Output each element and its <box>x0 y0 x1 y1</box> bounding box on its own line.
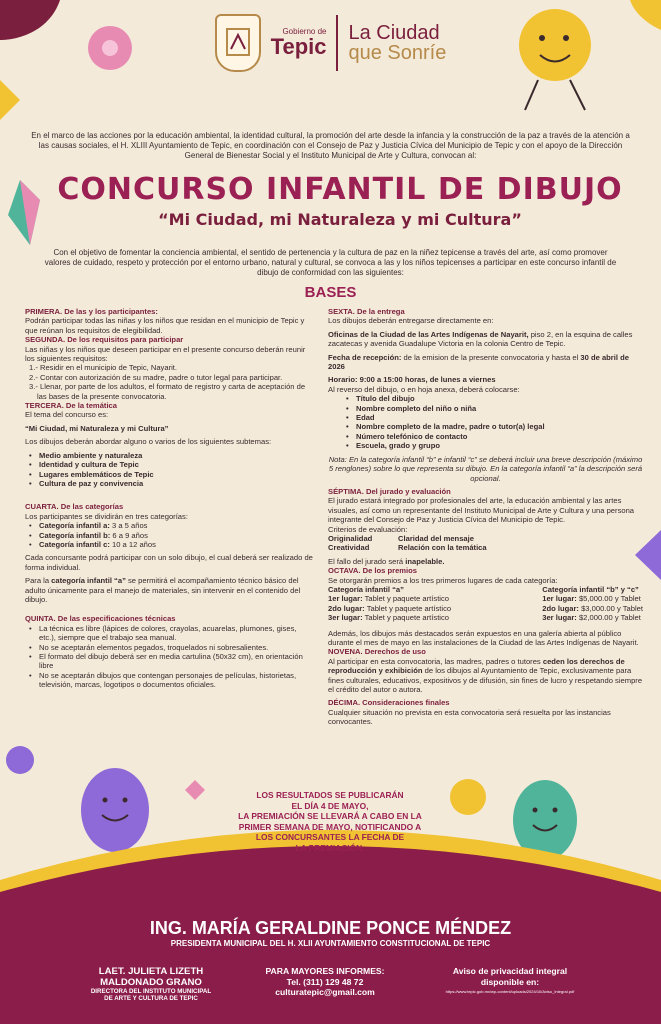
categorias-list <box>25 521 315 549</box>
decima-text: Cualquier situación no prevista en esta convocatoria será resuelta por las instancias convocantes. <box>328 707 611 727</box>
category-label: Categoría infantil b: <box>39 530 111 540</box>
page-title: CONCURSO INFANTIL DE DIBUJO <box>57 172 623 207</box>
contact-heading: PARA MAYORES INFORMES: <box>265 966 385 976</box>
header <box>0 14 661 72</box>
criterios-heading: Criterios de evaluación: <box>328 524 408 534</box>
premios-bc-heading: Categoría infantil “b” y “c” <box>542 584 639 594</box>
octava-heading: OCTAVA. De los premios <box>328 566 418 576</box>
gobierno-logo <box>271 28 327 58</box>
list-item: • Medio ambiente y naturaleza <box>25 451 315 460</box>
director-name-1: LAET. JULIETA LIZETH <box>98 966 204 977</box>
premios-a-heading: Categoría infantil “a” <box>328 584 404 594</box>
green-character-eye-2 <box>553 808 558 813</box>
subtemas-list <box>25 451 315 489</box>
tercera-text: El tema del concurso es: <box>25 410 109 420</box>
oficinas-text: Oficinas de la Ciudad de las Artes Indígenas de Nayarit, piso 2, en la esquina de calles zacatecas y avenida Guadalupe Victoria en la colonia Centro de Tepic. <box>328 329 633 349</box>
fecha-text: Fecha de recepción: de la emision de la presente convocatoria y hasta el 30 de abril de 2026 <box>328 352 629 372</box>
list-item: • No se aceptarán elementos pegados, troquelados ni sobresalientes. <box>25 643 315 652</box>
prize-row: 3er lugar: $2,000.00 y Tablet <box>542 613 641 623</box>
criterio-item: Relación con la temática <box>398 543 487 553</box>
subtitle: “Mi Ciudad, mi Naturaleza y mi Cultura” <box>158 210 522 229</box>
especificaciones-list <box>25 624 315 690</box>
category-label: Categoría infantil c: <box>39 539 110 549</box>
list-item <box>25 521 315 530</box>
galeria-text: Además, los dibujos más destacados serán expuestos en una galería abierta al público durante el mes de mayo en las instalaciones de la Ciudad de las Artes Indígenas de Nayarit. <box>328 628 639 647</box>
intro-text: En el marco de las acciones por la educación ambiental, la identidad cultural, la promoción del arte desde la infancia y la construcción de la paz a través de la atención a las causas sociales, el H. XLIII Ayuntamiento de Tepic, en coordinación con el Consejo de Paz y Justicia Cívica del Municipio de Tepic y con el apoyo de la Dirección General de Bienestar Social y el Instituto Municipal de Arte y Cultura, convocan al: <box>31 131 630 160</box>
director-credit <box>66 966 236 1002</box>
results-line: LA PREMIACIÓN SE LLEVARÁ A CABO EN LA <box>238 811 422 822</box>
septima-text: El jurado estará integrado por profesionales del arte, la educación ambiental y las artes visuales, así como un representante del Instituto Municipal de Arte y Cultura y una persona integrante del Consejo de Paz y Justicia Cívica del Municipio de Tepic. <box>328 496 635 525</box>
tema-text: “Mi Ciudad, mi Naturaleza y mi Cultura” <box>25 423 169 433</box>
nota-text: Nota: En la categoría infantil “b” e infantil “c” se deberá incluir una breve descripción (máximo 5 renglones) sobre lo que representa su dibujo. En la categoría infantil “a” la descripción será opcional. <box>328 454 643 483</box>
results-line: PRIMER SEMANA DE MAYO, NOTIFICANDO A <box>238 821 422 832</box>
list-item: • Identidad y cultura de Tepic <box>25 460 315 469</box>
logo-divider <box>336 15 338 71</box>
slogan-line1: La Ciudad <box>348 22 440 44</box>
list-item: 2.- Contar con autorización de su madre, padre o tutor legal para participar. <box>29 372 283 382</box>
horario-text: Horario: 9:00 a 15:00 horas, de lunes a viernes <box>328 375 496 385</box>
director-title-2: DE ARTE Y CULTURA DE TEPIC <box>104 995 198 1002</box>
prize-row: 1er lugar: Tablet y paquete artístico <box>328 594 450 604</box>
contact-info <box>250 966 400 998</box>
cuarta-text3: Para la categoría infantil “a” se permitirá el acompañamiento técnico básico del adulto únicamente para el manejo de materiales, sin intervenir en el contenido del dibujo. <box>25 576 301 604</box>
results-line: LOS CONCURSANTES LA FECHA DE <box>255 832 405 843</box>
smiley-legs <box>525 80 585 110</box>
list-item: • Cultura de paz y convivencia <box>25 479 315 488</box>
privacy-available: disponible en: <box>480 976 540 987</box>
cuarta-text2: Cada concursante podrá participar con un solo dibujo, el cual deberá ser realizado de forma individual. <box>25 553 313 572</box>
requisitos-list <box>25 363 315 401</box>
list-item: 3.- Llenar, por parte de los adultos, el formato de registro y carta de aceptación de las bases de la presente convocatoria. <box>29 382 306 401</box>
bases-heading: BASES <box>304 284 357 301</box>
category-age: 3 a 5 años <box>109 521 148 531</box>
director-name-2: MALDONADO GRANO <box>100 977 202 988</box>
fallo-text: El fallo del jurado será inapelable. <box>328 556 445 566</box>
director-title-1: DIRECTORA DEL INSTITUTO MUNICIPAL <box>90 988 212 995</box>
list-item: • La técnica es libre (lápices de colores, crayolas, acuarelas, plumones, gises, etc.), siempre que el trabajo sea manual. <box>25 624 315 643</box>
reverso-text: Al reverso del dibujo, o en hoja anexa, deberá colocarse: <box>328 384 520 394</box>
president-role: PRESIDENTA MUNICIPAL DEL H. XLII AYUNTAMIENTO CONSTITUCIONAL DE TEPIC <box>170 939 491 948</box>
criterio-item: Originalidad <box>328 533 373 543</box>
list-item: • El formato del dibujo deberá ser en media cartulina (50x32 cm), en orientación libre <box>25 652 315 671</box>
novena-heading: NOVENA. Derechos de uso <box>328 647 426 657</box>
segunda-heading: SEGUNDA. De los requisitos para participar <box>25 335 184 345</box>
segunda-text: Las niñas y los niños que deseen participar en el presente concurso deberán reunir los siguientes requisitos: <box>25 344 306 364</box>
prize-row: 2do lugar: Tablet y paquete artístico <box>328 603 452 613</box>
objective-text: Con el objetivo de fomentar la conciencia ambiental, el sentido de pertenencia y la cultura de paz en la niñez tepicense a través del arte, así como promover valores de cuidado, respeto y protección por el entorno urbano, natural y cultural, se convoca a las y los niños tepicenses a participar en este concurso infantil de dibujo de conformidad con las siguientes: <box>44 248 617 277</box>
list-item: • Número telefónico de contacto <box>342 432 643 441</box>
list-item <box>25 540 315 549</box>
list-item: 1.- Residir en el municipio de Tepic, Nayarit. <box>29 363 178 373</box>
purple-character-eye <box>103 798 108 803</box>
slogan-logo <box>348 23 446 63</box>
results-line: LOS RESULTADOS SE PUBLICARÁN <box>256 790 404 800</box>
list-item: • No se aceptarán dibujos que contengan personajes de películas, historietas, televisión, marcas, logotipos o documentos oficiales. <box>25 671 315 690</box>
ball-decoration <box>450 779 486 815</box>
octava-text: Se otorgarán premios a los tres primeros lugares de cada categoría: <box>328 575 558 585</box>
decima-heading: DÉCIMA. Consideraciones finales <box>328 698 450 708</box>
prize-row: 3er lugar: Tablet y paquete artístico <box>328 613 450 623</box>
privacy-link[interactable]: https://www.tepic.gob.mx/wp-content/uploads/2024/10/Aviso_Integral.pdf <box>445 989 575 995</box>
tercera-text2: Los dibujos deberán abordar alguno o varios de los siguientes subtemas: <box>25 437 272 447</box>
category-label: Categoría infantil a: <box>39 521 110 531</box>
quinta-heading: QUINTA. De las especificaciones técnicas <box>25 614 176 624</box>
results-line: LA PREMIACIÓN. <box>295 842 365 853</box>
list-item: • Título del dibujo <box>342 394 643 403</box>
contact-phone: Tel. (311) 129 48 72 <box>286 976 364 987</box>
category-age: 6 a 9 años <box>110 530 148 540</box>
list-item: • Lugares emblemáticos de Tepic <box>25 470 315 479</box>
criterio-item: Claridad del mensaje <box>398 533 474 543</box>
results-announcement <box>210 790 450 854</box>
yellow-burst <box>0 80 20 120</box>
category-age: 10 a 12 años <box>109 539 156 549</box>
butterfly-decoration <box>185 780 205 800</box>
sexta-text: Los dibujos deberán entregarse directamente en: <box>328 316 494 326</box>
green-character-eye <box>533 808 538 813</box>
tercera-heading: TERCERA. De la temática <box>25 401 117 411</box>
list-item: • Nombre completo del niño o niña <box>342 404 643 413</box>
coat-of-arms-icon <box>223 25 253 61</box>
criterios-grid <box>328 534 643 553</box>
premios <box>328 585 643 623</box>
cuarta-text: Los participantes se dividirán en tres categorías: <box>25 511 188 521</box>
list-item: • Escuela, grado y grupo <box>342 441 643 450</box>
purple-character <box>81 768 149 852</box>
list-item <box>25 531 315 540</box>
gobierno-big: Tepic <box>270 34 327 59</box>
privacy-notice <box>420 966 600 998</box>
premios-a <box>328 585 451 623</box>
list-item: • Nombre completo de la madre, padre o tutor(a) legal <box>342 422 643 431</box>
gobierno-small: Gobierno de <box>282 27 327 36</box>
prize-row: 2do lugar: $3,000.00 y Tablet <box>542 603 643 613</box>
slogan-line2: que Sonríe <box>348 42 447 64</box>
novena-text: Al participar en esta convocatoria, las madres, padres o tutores ceden los derechos de reproducción y exhibición de los dibujos al Ayuntamiento de Tepic, exclusivamente para fines culturales, educativos, expositivos y de difusión, sin fines de lucro y respetando siempre el crédito del autor o autora. <box>328 656 643 695</box>
results-line: EL DÍA 4 DE MAYO, <box>291 800 369 811</box>
privacy-heading: Aviso de privacidad integral <box>452 966 568 976</box>
datos-list <box>342 394 643 450</box>
president-name: ING. MARÍA GERALDINE PONCE MÉNDEZ <box>149 918 512 938</box>
list-item: • Edad <box>342 413 643 422</box>
right-column <box>328 307 643 727</box>
cuarta-heading: CUARTA. De las categorías <box>25 502 124 512</box>
left-column <box>25 307 315 690</box>
contact-email[interactable]: culturatepic@gmail.com <box>275 987 375 998</box>
sexta-heading: SEXTA. De la entrega <box>328 307 405 316</box>
primera-text: Podrán participar todas las niñas y los niños que residan en el municipio de Tepic y que reúnan los requisitos de elegibilidad. <box>25 316 305 335</box>
purple-character-eye-2 <box>123 798 128 803</box>
premios-bc <box>542 585 643 623</box>
prize-row: 1er lugar: $5,000.00 y Tablet <box>542 594 641 604</box>
purple-burst <box>6 746 34 774</box>
criterio-item: Creatividad <box>328 543 370 553</box>
septima-heading: SÉPTIMA. Del jurado y evaluación <box>328 486 451 496</box>
primera-heading: PRIMERA. De las y los participantes: <box>25 307 158 316</box>
tepic-shield-logo <box>215 14 261 72</box>
